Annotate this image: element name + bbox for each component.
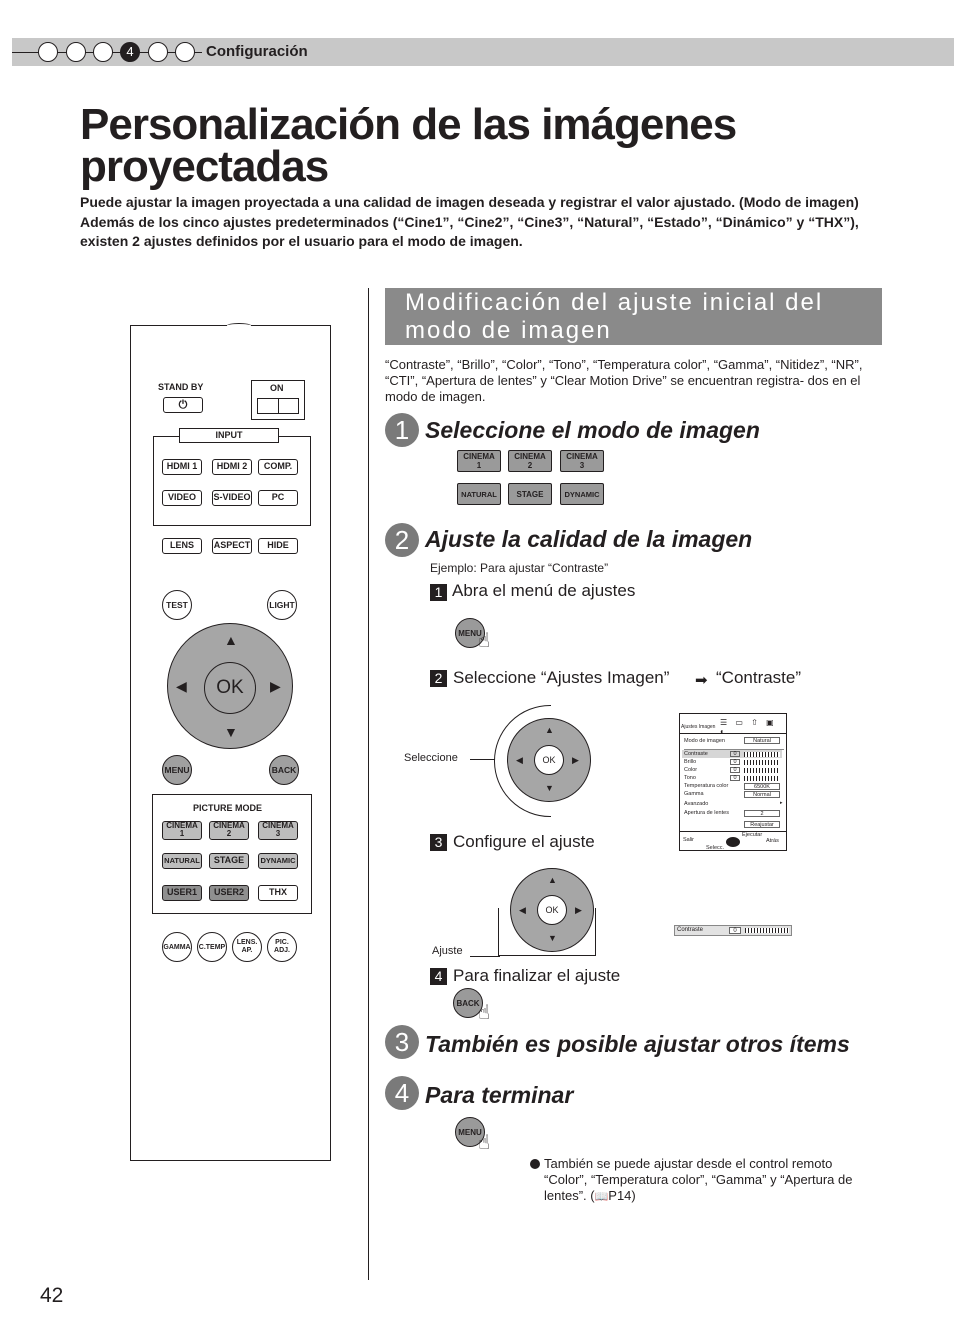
cinema3-button[interactable]: CINEMA 3 (258, 821, 298, 840)
cinema1-key: CINEMA 1 (457, 450, 501, 472)
back-key: BACK (453, 988, 483, 1018)
osd-row-value: 0 (730, 775, 740, 781)
diagram-dpad (507, 718, 591, 802)
dynamic-button[interactable]: DYNAMIC (258, 853, 298, 869)
pc-button[interactable]: PC (258, 490, 298, 506)
hand-icon: ☝ (478, 1132, 491, 1154)
substep-number: 1 (430, 584, 447, 601)
diagram-ok: OK (534, 745, 564, 775)
aspect-button[interactable]: ASPECT (212, 538, 252, 554)
menu-button[interactable]: MENU (162, 755, 192, 785)
step-dot (93, 42, 113, 62)
intro-text: Puede ajustar la imagen proyectada a una calidad de imagen deseada y registrar el valor ajustado. (Modo de imagen) Además de los cinco ajustes predeterminados (“Cine1”, “Cine2”, “Cine3”, “Natural”, “Estado”, “Dinámico” y “THX”), existen 2 ajustes definidos por el usuario para el modo de imagen. (80, 194, 859, 249)
osd-row-label: Brillo (684, 759, 697, 765)
substep-number: 4 (430, 968, 447, 985)
dynamic-key: DYNAMIC (560, 483, 604, 505)
step-dot (66, 42, 86, 62)
slider-track (745, 928, 789, 933)
cinema2-key: CINEMA 2 (508, 450, 552, 472)
book-icon: 📖 (594, 1191, 609, 1203)
right-arrow-icon: ▶ (575, 905, 582, 915)
step-title: También es posible ajustar otros ítems (425, 1031, 850, 1057)
osd-apertura-label: Apertura de lentes (684, 810, 729, 816)
power-button[interactable] (163, 397, 203, 413)
step-dot (38, 42, 58, 62)
osd-apertura-value: 2 (744, 810, 780, 817)
menu-key: MENU (455, 1117, 485, 1147)
leader-line (470, 956, 500, 957)
slider-example (674, 925, 792, 936)
osd-atras: Atrás (766, 838, 779, 844)
svideo-button[interactable]: S-VIDEO (212, 490, 252, 506)
step-number: 1 (385, 413, 419, 447)
osd-slider (744, 760, 780, 765)
subsection-desc: “Contraste”, “Brillo”, “Color”, “Tono”, “Temperatura color”, “Gamma”, “Nitidez”, “NR”, “CTI”, “Apertura de lentes” y “Clear Motion Drive” se encuentran registra- dos en el modo de imagen. (385, 357, 863, 404)
osd-row-value: 0 (730, 767, 740, 773)
substep-select-b: “Contraste” (716, 668, 802, 687)
up-arrow-icon[interactable]: ▲ (224, 632, 238, 648)
gamma-button[interactable]: GAMMA (162, 932, 192, 962)
up-arrow-icon: ▲ (545, 725, 554, 735)
comp-button[interactable]: COMP. (258, 459, 298, 475)
arrow-right-icon: ➡ (695, 672, 708, 689)
hdmi2-button[interactable]: HDMI 2 (212, 459, 252, 475)
lens-button[interactable]: LENS (162, 538, 202, 554)
osd-row-label: Color (684, 767, 698, 773)
pic-adj-button[interactable]: PIC. ADJ. (267, 932, 297, 962)
step-number: 4 (385, 1076, 419, 1110)
stage-key: STAGE (508, 483, 552, 505)
note-text: También se puede ajustar desde el control remoto “Color”, “Temperatura color”, “Gamma” y “Apertura de lentes”. ( (544, 1156, 853, 1203)
back-button[interactable]: BACK (269, 755, 299, 785)
osd-reset: Reajustar (744, 821, 780, 828)
osd-row-label: Tono (684, 775, 696, 781)
substep-number: 3 (430, 834, 447, 851)
osd-ok-icon (726, 837, 740, 847)
natural-key: NATURAL (457, 483, 501, 505)
step-dot-current: 4 (120, 42, 140, 62)
osd-select: Selecc. (706, 845, 725, 851)
ctemp-button[interactable]: C.TEMP (197, 932, 227, 962)
up-arrow-icon: ▲ (548, 875, 557, 885)
natural-button[interactable]: NATURAL (162, 853, 202, 869)
note (544, 1156, 874, 1205)
hand-icon: ☝ (478, 1002, 491, 1024)
right-arrow-icon: ▶ (572, 755, 579, 765)
substep-finish: Para finalizar el ajuste (453, 966, 621, 985)
step-number: 2 (385, 523, 419, 557)
step-title: Ajuste la calidad de la imagen (425, 526, 753, 552)
osd-mode-value: Natural (744, 737, 780, 744)
substep-select-a: Seleccione “Ajustes Imagen” (453, 668, 670, 687)
down-arrow-icon: ▼ (548, 933, 557, 943)
note-ref[interactable]: P14) (608, 1188, 636, 1203)
on-label: ON (270, 383, 284, 393)
slider-value: 0 (729, 927, 741, 934)
step-title: Para terminar (425, 1082, 574, 1108)
right-arrow-icon[interactable]: ▶ (270, 678, 281, 694)
osd-tabs (680, 714, 786, 734)
dpad[interactable] (167, 623, 293, 749)
osd-slider (744, 776, 780, 781)
substep-number: 2 (430, 670, 447, 687)
slider-label: Contraste (677, 927, 704, 933)
osd-gamma-label: Gamma (684, 791, 704, 797)
osd-tab-icons: ☰ ▭ ⇧ ▣ ◐ (720, 718, 777, 736)
osd-tab-label: Ajustes Imagen (681, 724, 716, 730)
osd-row-value: 0 (730, 759, 740, 765)
hide-button[interactable]: HIDE (258, 538, 298, 554)
step-dot (175, 42, 195, 62)
left-arrow-icon: ◀ (519, 905, 526, 915)
osd-row-value: 0 (730, 751, 740, 757)
osd-salir: Salir (683, 837, 695, 843)
example-text: Ejemplo: Para ajustar “Contraste” (430, 561, 609, 575)
thx-button[interactable]: THX (258, 885, 298, 901)
osd-avanzado: Avanzado (684, 801, 709, 807)
substep-open-menu: Abra el menú de ajustes (452, 581, 636, 600)
left-arrow-icon[interactable]: ◀ (176, 678, 187, 694)
section-name: Configuración (206, 43, 308, 60)
seleccione-label: Seleccione (404, 752, 458, 764)
osd-gamma-value: Normal (744, 791, 780, 798)
osd-slider (744, 768, 780, 773)
page-title: Personalización de las imágenes proyectadas (80, 100, 737, 191)
input-label: INPUT (179, 428, 279, 443)
picture-mode-label: PICTURE MODE (193, 803, 263, 813)
down-arrow-icon[interactable]: ▼ (224, 724, 238, 740)
subsection-title: Modificación del ajuste inicial del modo de imagen (385, 288, 882, 345)
remote-notch (227, 323, 251, 328)
osd-temp-label: Temperatura color (684, 783, 729, 789)
test-button[interactable]: TEST (162, 590, 192, 620)
osd-temp-value: 6500K (744, 783, 780, 790)
lens-ap-button[interactable]: LENS. AP. (232, 932, 262, 962)
on-button[interactable] (257, 398, 299, 414)
menu-key: MENU (455, 618, 485, 648)
chevron-right-icon: ▸ (780, 800, 783, 806)
substep-configure: Configure el ajuste (453, 832, 595, 851)
osd-slider (744, 752, 780, 757)
column-divider (368, 288, 369, 1280)
step-title: Seleccione el modo de imagen (425, 417, 760, 443)
input-group (153, 436, 311, 526)
ajuste-label: Ajuste (432, 945, 463, 957)
step-dot (148, 42, 168, 62)
power-icon: ⏻ (178, 399, 188, 411)
diagram-ok: OK (537, 895, 567, 925)
down-arrow-icon: ▼ (545, 783, 554, 793)
hdmi1-button[interactable]: HDMI 1 (162, 459, 202, 475)
remote-control (130, 325, 331, 1161)
on-box (251, 380, 305, 420)
ok-button[interactable]: OK (204, 662, 256, 714)
stage-button[interactable]: STAGE (209, 853, 249, 869)
osd-mode-label: Modo de imagen (684, 738, 725, 744)
standby-label: STAND BY (158, 382, 204, 392)
osd-row-label: Contraste (684, 751, 708, 757)
hand-icon: ☝ (478, 630, 491, 652)
left-arrow-icon: ◀ (516, 755, 523, 765)
light-button[interactable]: LIGHT (267, 590, 297, 620)
bullet-icon (530, 1159, 540, 1169)
osd-menu (679, 713, 787, 851)
cinema2-button[interactable]: CINEMA 2 (209, 821, 249, 840)
cinema3-key: CINEMA 3 (560, 450, 604, 472)
user2-button[interactable]: USER2 (209, 885, 249, 901)
osd-ejecutar: Ejecutar (742, 832, 763, 838)
page-number: 42 (40, 1284, 64, 1307)
video-button[interactable]: VIDEO (162, 490, 202, 506)
user1-button[interactable]: USER1 (162, 885, 202, 901)
diagram-dpad-2 (510, 868, 594, 952)
cinema1-button[interactable]: CINEMA 1 (162, 821, 202, 840)
step-number: 3 (385, 1025, 419, 1059)
